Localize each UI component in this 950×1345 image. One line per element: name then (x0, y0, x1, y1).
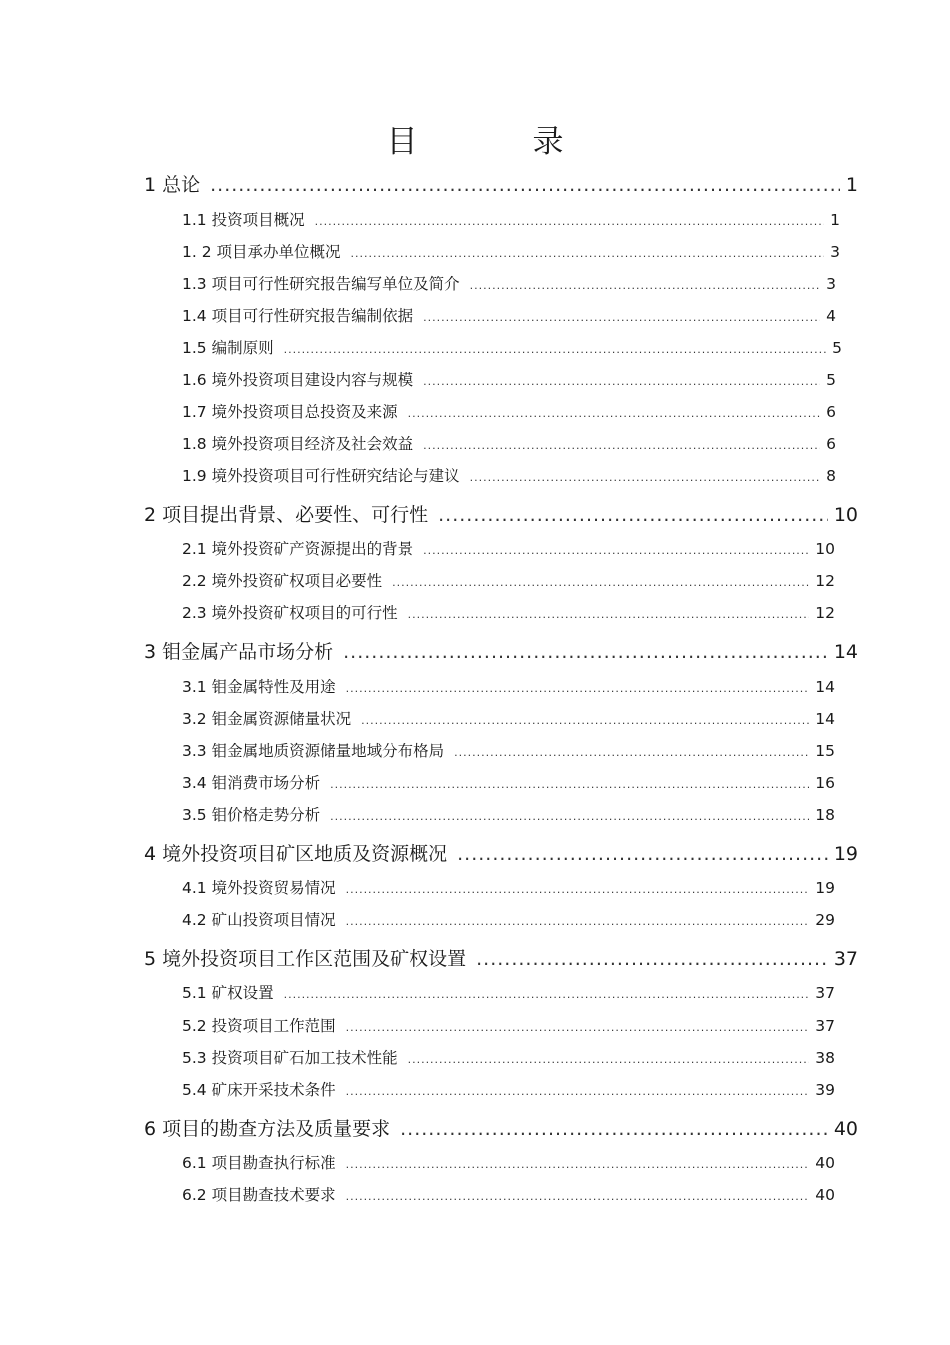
toc-page-number: 5 (826, 371, 836, 389)
toc-entry-label: 4 境外投资项目矿区地质及资源概况 (144, 843, 448, 865)
toc-leader-dots (423, 435, 820, 457)
toc-page-number: 19 (815, 879, 835, 897)
toc-leader-dots (330, 806, 809, 828)
toc-entry-label: 3.2 钼金属资源储量状况 (182, 710, 352, 728)
toc-page-number: 40 (815, 1186, 835, 1204)
toc-entry-label: 3 钼金属产品市场分析 (144, 641, 334, 663)
toc-page-number: 10 (833, 504, 858, 526)
toc-leader-dots (423, 307, 820, 329)
toc-section-entry[interactable] (182, 401, 836, 423)
toc-section-entry[interactable] (182, 740, 835, 762)
toc-chapter-entry[interactable] (144, 502, 858, 528)
toc-page-number: 12 (815, 572, 835, 590)
toc-section-entry[interactable] (182, 538, 835, 560)
toc-entry-label: 2.1 境外投资矿产资源提出的背景 (182, 540, 414, 558)
toc-section-entry[interactable] (182, 273, 836, 295)
toc-entry-label: 1.5 编制原则 (182, 339, 274, 357)
toc-page-number: 1 (830, 211, 840, 229)
toc-leader-dots (343, 639, 828, 665)
toc-leader-dots (423, 371, 820, 393)
toc-leader-dots (315, 211, 825, 233)
toc-entry-label: 1.9 境外投资项目可行性研究结论与建议 (182, 467, 460, 485)
toc-entry-label: 1.7 境外投资项目总投资及来源 (182, 403, 398, 421)
toc-entry-label: 1.1 投资项目概况 (182, 211, 305, 229)
toc-leader-dots (346, 678, 810, 700)
toc-section-entry[interactable] (182, 369, 836, 391)
toc-leader-dots (470, 467, 821, 489)
toc-page-number: 3 (826, 275, 836, 293)
toc-entry-label: 6 项目的勘查方法及质量要求 (144, 1118, 391, 1140)
toc-section-entry[interactable] (182, 1184, 835, 1206)
toc-entry-label: 1 总论 (144, 174, 201, 196)
toc-page-number: 8 (826, 467, 836, 485)
toc-leader-dots (392, 572, 809, 594)
toc-entry-label: 5.3 投资项目矿石加工技术性能 (182, 1049, 398, 1067)
toc-section-entry[interactable] (182, 676, 835, 698)
toc-section-entry[interactable] (182, 305, 836, 327)
toc-entry-label: 1.4 项目可行性研究报告编制依据 (182, 307, 414, 325)
toc-section-entry[interactable] (182, 982, 835, 1004)
toc-page-number: 14 (815, 678, 835, 696)
toc-entry-label: 1. 2 项目承办单位概况 (182, 243, 341, 261)
toc-section-entry[interactable] (182, 877, 835, 899)
toc-page-number: 14 (833, 641, 858, 663)
toc-entry-label: 1.6 境外投资项目建设内容与规模 (182, 371, 414, 389)
toc-page-number: 38 (815, 1049, 835, 1067)
toc-page-number: 3 (830, 243, 840, 261)
toc-page-number: 40 (833, 1118, 858, 1140)
toc-section-entry[interactable] (182, 1015, 835, 1037)
toc-entry-label: 5 境外投资项目工作区范围及矿权设置 (144, 948, 467, 970)
toc-leader-dots (346, 911, 810, 933)
toc-entry-label: 2.3 境外投资矿权项目的可行性 (182, 604, 398, 622)
toc-section-entry[interactable] (182, 772, 835, 794)
toc-leader-dots (284, 984, 810, 1006)
toc-page-number: 14 (815, 710, 835, 728)
toc-leader-dots (408, 604, 810, 626)
toc-leader-dots (210, 172, 840, 198)
toc-page-number: 16 (815, 774, 835, 792)
toc-page-number: 6 (826, 435, 836, 453)
toc-entry-label: 5.1 矿权设置 (182, 984, 274, 1002)
toc-section-entry[interactable] (182, 433, 836, 455)
toc-leader-dots (346, 1186, 810, 1208)
toc-entry-label: 6.2 项目勘查技术要求 (182, 1186, 336, 1204)
toc-leader-dots (408, 1049, 810, 1071)
toc-leader-dots (454, 742, 809, 764)
toc-leader-dots (470, 275, 821, 297)
toc-section-entry[interactable] (182, 804, 835, 826)
toc-leader-dots (346, 1081, 810, 1103)
toc-leader-dots (361, 710, 809, 732)
toc-page-number: 15 (815, 742, 835, 760)
toc-leader-dots (346, 1017, 810, 1039)
toc-section-entry[interactable] (182, 1152, 835, 1174)
toc-leader-dots (423, 540, 809, 562)
toc-page-number: 10 (815, 540, 835, 558)
toc-section-entry[interactable] (182, 337, 842, 359)
toc-entry-label: 5.4 矿床开采技术条件 (182, 1081, 336, 1099)
toc-leader-dots (346, 879, 810, 901)
toc-entry-label: 1.3 项目可行性研究报告编写单位及简介 (182, 275, 460, 293)
toc-page-number: 1 (845, 174, 858, 196)
toc-entry-label: 3.5 钼价格走势分析 (182, 806, 321, 824)
toc-section-entry[interactable] (182, 708, 835, 730)
toc-entry-label: 2 项目提出背景、必要性、可行性 (144, 504, 429, 526)
toc-page-number: 12 (815, 604, 835, 622)
toc-leader-dots (476, 946, 828, 972)
toc-chapter-entry[interactable] (144, 172, 858, 198)
toc-page-number: 40 (815, 1154, 835, 1172)
toc-section-entry[interactable] (182, 1079, 835, 1101)
toc-chapter-entry[interactable] (144, 946, 858, 972)
toc-section-entry[interactable] (182, 570, 835, 592)
toc-page-number: 37 (833, 948, 858, 970)
toc-page-number: 6 (826, 403, 836, 421)
toc-entry-label: 3.1 钼金属特性及用途 (182, 678, 336, 696)
toc-chapter-entry[interactable] (144, 1116, 858, 1142)
toc-page-number: 29 (815, 911, 835, 929)
toc-section-entry[interactable] (182, 909, 835, 931)
toc-entry-label: 4.2 矿山投资项目情况 (182, 911, 336, 929)
toc-entry-label: 3.4 钼消费市场分析 (182, 774, 321, 792)
toc-entry-label: 3.3 钼金属地质资源储量地域分布格局 (182, 742, 445, 760)
toc-page-number: 4 (826, 307, 836, 325)
toc-section-entry[interactable] (182, 241, 840, 263)
toc-entry-label: 4.1 境外投资贸易情况 (182, 879, 336, 897)
toc-chapter-entry[interactable] (144, 639, 858, 665)
toc-section-entry[interactable] (182, 209, 840, 231)
toc-entry-label: 5.2 投资项目工作范围 (182, 1017, 336, 1035)
toc-chapter-entry[interactable] (144, 841, 858, 867)
toc-section-entry[interactable] (182, 1047, 835, 1069)
toc-leader-dots (438, 502, 828, 528)
toc-page-number: 39 (815, 1081, 835, 1099)
toc-entry-label: 1.8 境外投资项目经济及社会效益 (182, 435, 414, 453)
toc-leader-dots (284, 339, 827, 361)
toc-section-entry[interactable] (182, 465, 836, 487)
toc-leader-dots (330, 774, 809, 796)
toc-leader-dots (457, 841, 828, 867)
toc-entry-label: 6.1 项目勘查执行标准 (182, 1154, 336, 1172)
toc-entry-label: 2.2 境外投资矿权项目必要性 (182, 572, 383, 590)
toc-page-number: 18 (815, 806, 835, 824)
toc-leader-dots (400, 1116, 828, 1142)
page-title: 目 录 (386, 124, 606, 160)
toc-page-number: 37 (815, 984, 835, 1002)
toc-leader-dots (408, 403, 821, 425)
toc-page-number: 5 (832, 339, 842, 357)
toc-leader-dots (351, 243, 825, 265)
toc-section-entry[interactable] (182, 602, 835, 624)
toc-page-number: 19 (833, 843, 858, 865)
toc-leader-dots (346, 1154, 810, 1176)
toc-page-number: 37 (815, 1017, 835, 1035)
